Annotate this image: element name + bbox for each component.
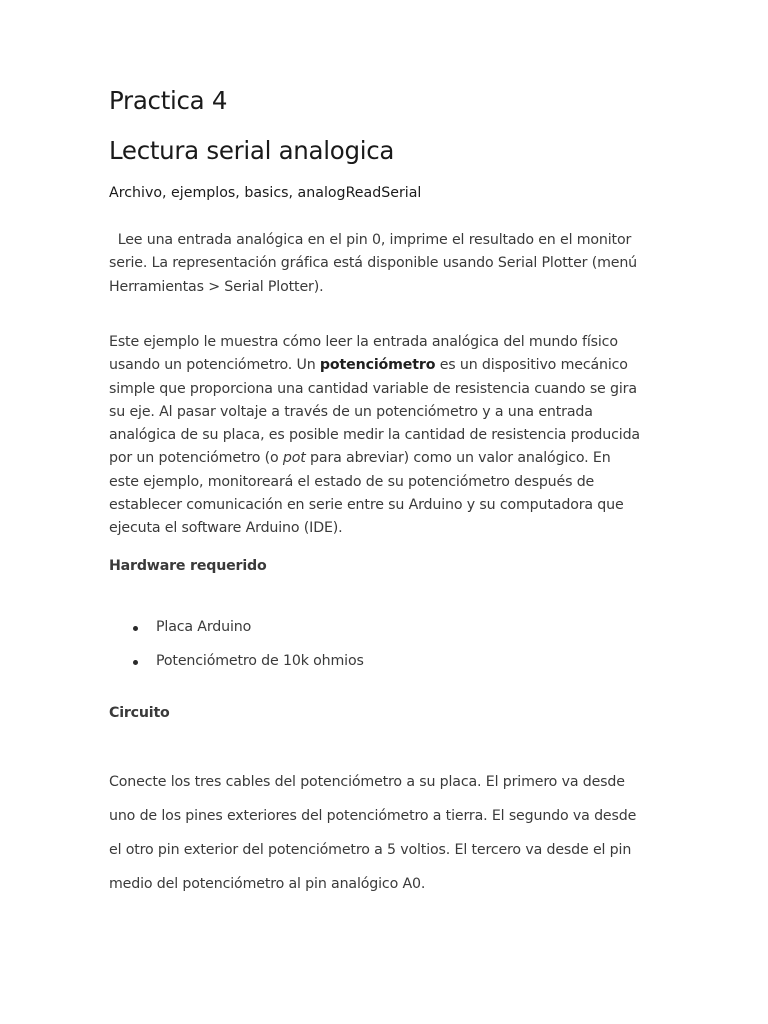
- menu-path-text: Archivo, ejemplos, basics, analogReadSerial: [109, 185, 422, 201]
- description-paragraph: [109, 331, 669, 541]
- intro-paragraph: [109, 229, 669, 299]
- list-item-text: Placa Arduino: [156, 619, 252, 635]
- body-text: para abreviar) como un valor analógico. En: [305, 450, 611, 467]
- intro-line: Lee una entrada analógica en el pin 0, imprime el resultado en el monitor: [109, 232, 632, 248]
- circuit-paragraph: [109, 765, 669, 901]
- bullet-icon: [133, 626, 138, 631]
- circuit-line: el otro pin exterior del potenciómetro a 5 voltios. El tercero va desde el pin: [109, 842, 632, 858]
- body-line: [109, 447, 669, 470]
- bold-term: potenciómetro: [319, 357, 436, 374]
- circuit-line: medio del potenciómetro al pin analógico A0.: [109, 876, 426, 892]
- bullet-icon: [133, 660, 138, 665]
- body-line: analógica de su placa, es posible medir la cantidad de resistencia producida: [109, 427, 640, 444]
- circuit-line: Conecte los tres cables del potenciómetro a su placa. El primero va desde: [109, 774, 625, 790]
- body-text: es un dispositivo mecánico: [435, 357, 628, 374]
- body-line: su eje. Al pasar voltaje a través de un potenciómetro y a una entrada: [109, 403, 593, 420]
- italic-term: pot: [282, 450, 306, 467]
- body-line: este ejemplo, monitoreará el estado de su potenciómetro después de: [109, 473, 595, 490]
- page-title: Practica 4: [109, 86, 228, 115]
- hardware-heading: Hardware requerido: [109, 558, 267, 574]
- body-line: ejecuta el software Arduino (IDE).: [109, 520, 343, 537]
- intro-line: Herramientas > Serial Plotter).: [109, 278, 324, 295]
- body-line: [109, 354, 669, 377]
- list-item-text: Potenciómetro de 10k ohmios: [156, 653, 364, 669]
- body-line: simple que proporciona una cantidad variable de resistencia cuando se gira: [109, 380, 637, 397]
- circuit-heading: Circuito: [109, 705, 170, 721]
- intro-line: serie. La representación gráfica está disponible usando Serial Plotter (menú: [109, 255, 638, 272]
- page-subtitle-heading: Lectura serial analogica: [109, 136, 395, 165]
- body-line: Este ejemplo le muestra cómo leer la entrada analógica del mundo físico: [109, 334, 618, 350]
- circuit-line: uno de los pines exteriores del potenciómetro a tierra. El segundo va desde: [109, 808, 637, 824]
- body-text: usando un potenciómetro. Un: [109, 357, 320, 374]
- body-text: por un potenciómetro (o: [109, 450, 283, 467]
- body-line: establecer comunicación en serie entre su Arduino y su computadora que: [109, 497, 624, 514]
